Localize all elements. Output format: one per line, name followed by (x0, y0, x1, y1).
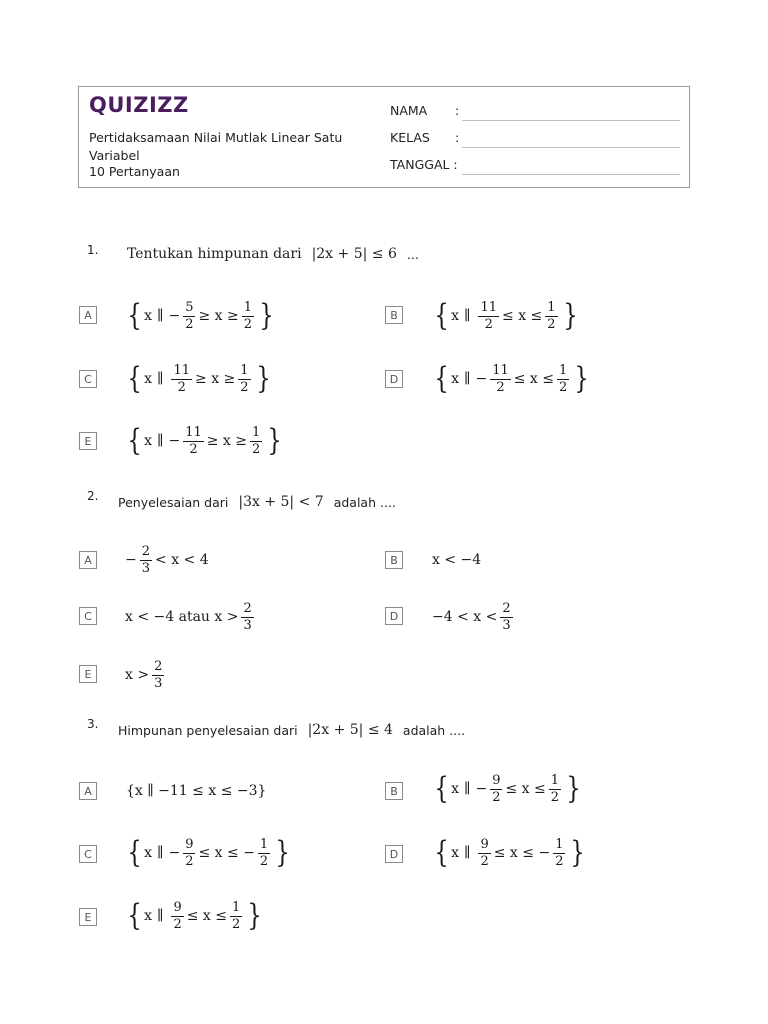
option-b-box[interactable]: B (385, 782, 403, 800)
option-c-box[interactable]: C (79, 845, 97, 863)
question-inequality: |2x + 5| ≤ 4 (307, 722, 393, 738)
question-inequality: |2x + 5| ≤ 6 (311, 246, 397, 262)
question-prompt: Tentukan himpunan dari (127, 246, 302, 262)
option-b-answer[interactable]: { x ∥ $\frac{11}{2}$ ≤ x ≤ $\frac{1}{2}$ } (434, 298, 578, 333)
name-label: NAMA (390, 103, 428, 118)
date-label: TANGGAL : (390, 157, 458, 172)
question-suffix: adalah .... (333, 494, 396, 510)
option-e-box[interactable]: E (79, 432, 97, 450)
question-inequality: |3x + 5| < 7 (238, 494, 324, 510)
question-number: 1. (87, 243, 99, 257)
question-number: 2. (87, 489, 99, 503)
quizizz-logo: QUIZIZZ (89, 93, 189, 117)
option-a-box[interactable]: A (79, 306, 97, 324)
option-b-answer[interactable]: { x ∥ − $\frac{9}{2}$ ≤ x ≤ $\frac{1}{2}$ } (434, 771, 581, 806)
question-text (118, 722, 465, 738)
option-b-box[interactable]: B (385, 306, 403, 324)
option-a-answer[interactable]: { x ∥ − $\frac{5}{2}$ ≥ x ≥ $\frac{1}{2}$ } (127, 298, 274, 333)
quiz-title: Pertidaksamaan Nilai Mutlak Linear Satu Variabel (89, 130, 343, 163)
name-colon: : (455, 103, 460, 118)
option-e-answer[interactable]: { x ∥ $\frac{9}{2}$ ≤ x ≤ $\frac{1}{2}$ } (127, 898, 263, 933)
option-c-answer[interactable]: x < −4 atau x > $\frac{2}{3}$ (125, 600, 252, 633)
option-e-box[interactable]: E (79, 665, 97, 683)
question-suffix: ... (406, 246, 419, 262)
option-c-box[interactable]: C (79, 607, 97, 625)
option-a-answer[interactable]: − $\frac{2}{3}$ < x < 4 (125, 543, 209, 576)
question-count: 10 Pertanyaan (89, 164, 180, 179)
class-field[interactable] (462, 147, 680, 148)
option-d-box[interactable]: D (385, 845, 403, 863)
option-a-box[interactable]: A (79, 551, 97, 569)
option-d-box[interactable]: D (385, 607, 403, 625)
option-b-answer[interactable]: x < −4 (432, 552, 482, 568)
option-d-answer[interactable]: { x ∥ $\frac{9}{2}$ ≤ x ≤ − $\frac{1}{2}$ } (434, 835, 586, 870)
option-c-box[interactable]: C (79, 370, 97, 388)
option-b-box[interactable]: B (385, 551, 403, 569)
question-text (118, 494, 396, 510)
option-d-answer[interactable]: { x ∥ − $\frac{11}{2}$ ≤ x ≤ $\frac{1}{2}$ } (434, 361, 590, 396)
option-e-box[interactable]: E (79, 908, 97, 926)
class-label: KELAS (390, 130, 430, 145)
date-field[interactable] (462, 174, 680, 175)
question-prompt: Himpunan penyelesaian dari (118, 722, 298, 738)
option-a-answer[interactable]: {x ∥ −11 ≤ x ≤ −3} (126, 783, 267, 799)
option-d-answer[interactable]: −4 < x < $\frac{2}{3}$ (432, 600, 511, 633)
class-colon: : (455, 130, 460, 145)
option-e-answer[interactable]: x > $\frac{2}{3}$ (125, 658, 163, 691)
question-text (127, 246, 419, 262)
option-c-answer[interactable]: { x ∥ − $\frac{9}{2}$ ≤ x ≤ − $\frac{1}{2}$ } (127, 835, 290, 870)
question-prompt: Penyelesaian dari (118, 494, 229, 510)
option-e-answer[interactable]: { x ∥ − $\frac{11}{2}$ ≥ x ≥ $\frac{1}{2}$ } (127, 423, 283, 458)
option-c-answer[interactable]: { x ∥ $\frac{11}{2}$ ≥ x ≥ $\frac{1}{2}$ } (127, 361, 271, 396)
option-a-box[interactable]: A (79, 782, 97, 800)
question-suffix: adalah .... (402, 722, 466, 738)
question-number: 3. (87, 717, 99, 731)
option-d-box[interactable]: D (385, 370, 403, 388)
name-field[interactable] (462, 120, 680, 121)
